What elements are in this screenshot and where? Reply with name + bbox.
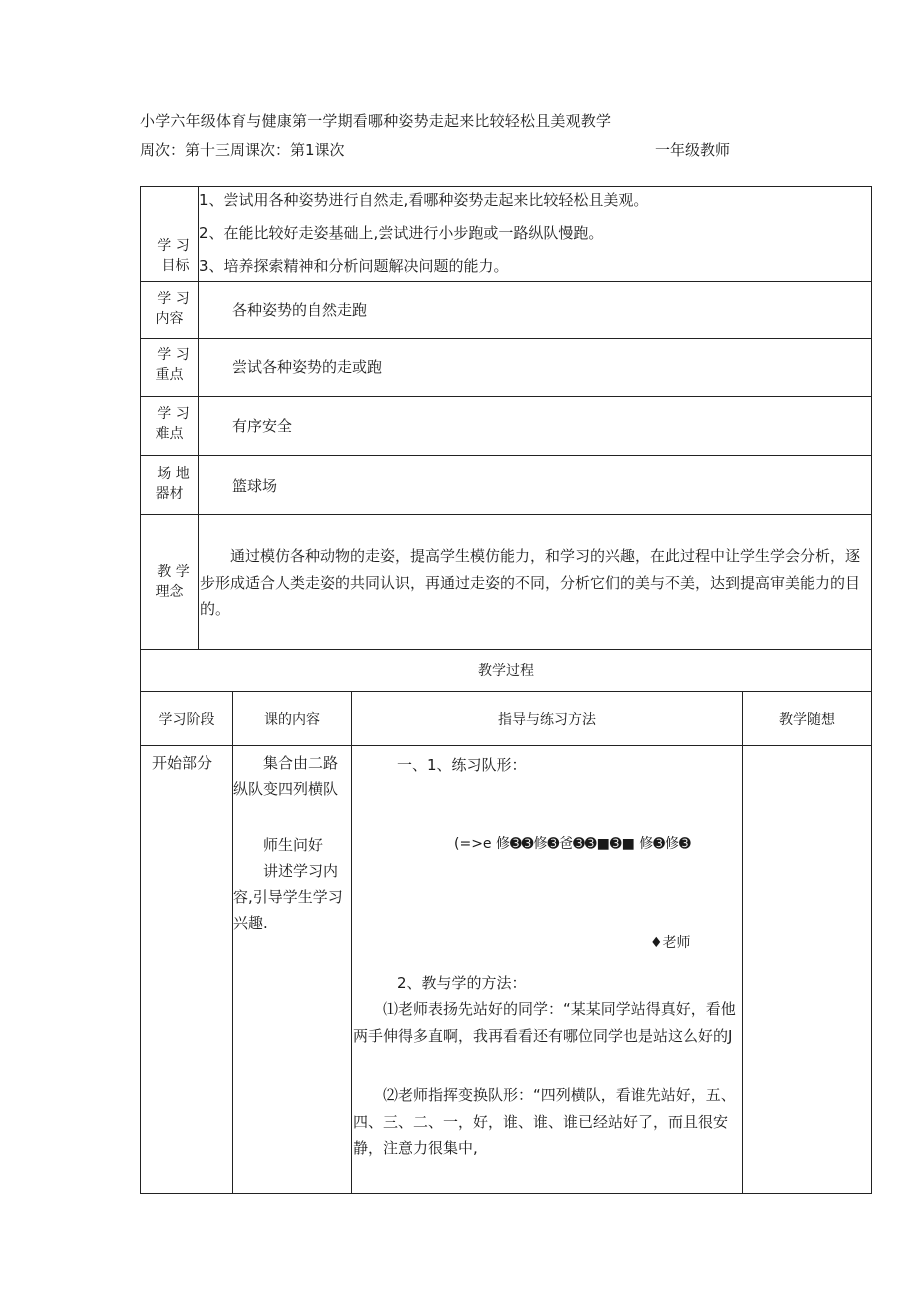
stage-label: 开始部分 (152, 754, 213, 772)
goals-label (141, 236, 198, 276)
formation-diagram: (=>e 修➌➌修➌爸➌➌■➌■ 修➌修➌ (454, 836, 691, 852)
goals-label-line2: 目标 (161, 258, 190, 274)
row-divider (140, 691, 872, 692)
process-heading: 教学过程 (478, 663, 534, 679)
row-divider (140, 455, 872, 456)
lesson-content-line3: 讲述学习内容,引导学生学习兴趣. (233, 862, 343, 932)
venue-label-line2: 器材 (155, 486, 184, 502)
venue-value: 篮球场 (232, 477, 278, 495)
row-divider (140, 649, 872, 650)
difficulty-label (141, 404, 198, 444)
col-header-stage: 学习阶段 (158, 712, 215, 728)
key-points-label-line2: 重点 (155, 367, 184, 383)
table-border-bottom (140, 1193, 872, 1194)
content-value: 各种姿势的自然走跑 (232, 301, 368, 319)
venue-label-line1: 场 地 (157, 466, 190, 482)
row-divider (140, 396, 872, 397)
teacher-info: 一年级教师 (655, 141, 731, 159)
process-column-divider (742, 691, 743, 1193)
method-paragraph-2: ⑵老师指挥变换队形：“四列横队，看谁先站好，五、四、三、二、一，好，谁、谁、谁已经站好了，而且很安静，注意力很集中, (353, 1086, 736, 1157)
teacher-marker-text: ♦老师 (650, 935, 691, 951)
difficulty-label-line1: 学 习 (157, 406, 190, 422)
teacher-marker (650, 932, 691, 952)
table-border-top (140, 186, 872, 187)
row-divider (140, 514, 872, 515)
key-points-label-line1: 学 习 (157, 347, 190, 363)
goal-item: 1、尝试用各种姿势进行自然走,看哪种姿势走起来比较轻松且美观。 (199, 191, 649, 209)
philosophy-label (141, 562, 198, 602)
content-label (141, 289, 198, 329)
difficulty-value: 有序安全 (232, 417, 293, 435)
lesson-content-line1: 集合由二路纵队变四列横队 (233, 754, 339, 798)
difficulty-label-line2: 难点 (155, 426, 184, 442)
lesson-content-line2: 师生问好 (263, 836, 324, 854)
week-lesson-info: 周次：第十三周课次：第1课次 (140, 141, 345, 159)
goal-item: 2、在能比较好走姿基础上,尝试进行小步跑或一路纵队慢跑。 (199, 224, 604, 242)
goals-label-line1: 学 习 (157, 238, 190, 254)
col-header-method: 指导与练习方法 (498, 712, 596, 728)
row-divider (140, 338, 872, 339)
document-title: 小学六年级体育与健康第一学期看哪种姿势走起来比较轻松且美观教学 (140, 112, 612, 130)
method-paragraph-1: ⑴老师表扬先站好的同学：“某某同学站得真好，看他两手伸得多直啊，我再看看还有哪位同学也是站这么好的J (353, 1000, 736, 1045)
venue-label (141, 464, 198, 504)
philosophy-value: 通过模仿各种动物的走姿，提高学生模仿能力，和学习的兴趣，在此过程中让学生学会分析，逐步形成适合人类走姿的共同认识，再通过走姿的不同，分析它们的美与不美，达到提高审美能力的目的。 (200, 547, 861, 618)
row-divider (140, 745, 872, 746)
philosophy-label-line1: 教 学 (157, 564, 190, 580)
col-header-notes: 教学随想 (779, 712, 835, 728)
col-header-content: 课的内容 (264, 712, 320, 728)
table-border-left (140, 186, 141, 1194)
key-points-label (141, 345, 198, 385)
content-label-line1: 学 习 (157, 291, 190, 307)
goal-item: 3、培养探索精神和分析问题解决问题的能力。 (199, 257, 509, 275)
philosophy-label-line2: 理念 (155, 584, 184, 600)
method-step1: 一、1、练习队形： (397, 756, 527, 774)
key-points-value: 尝试各种姿势的走或跑 (232, 358, 383, 376)
content-label-line2: 内容 (155, 311, 184, 327)
method-step2: 2、教与学的方法： (397, 974, 527, 992)
row-divider (140, 281, 872, 282)
process-column-divider (351, 691, 352, 1193)
table-border-right (871, 186, 872, 1194)
